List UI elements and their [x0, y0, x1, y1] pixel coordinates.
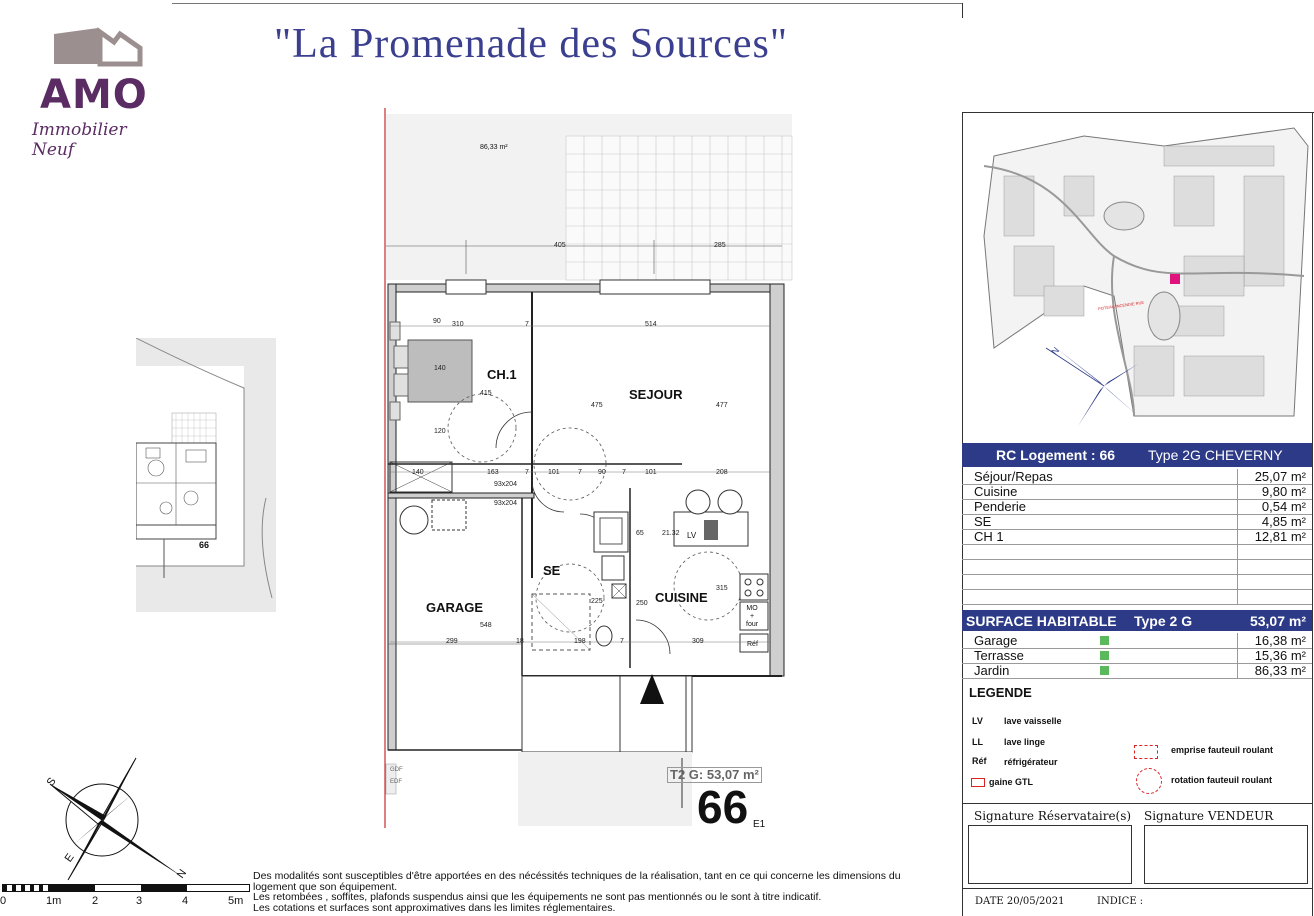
signature-vendeur-box[interactable] — [1144, 825, 1308, 884]
page-title: "La Promenade des Sources" — [274, 21, 788, 67]
legend-text-rotation: rotation fauteuil roulant — [1171, 775, 1272, 785]
dim-v-bed: 140 — [434, 365, 446, 372]
lot-suffix: E1 — [753, 819, 766, 830]
dim-bottom-5: 309 — [692, 638, 704, 645]
scale-3: 3 — [136, 895, 143, 907]
signature-divider — [962, 803, 1312, 804]
scale-bar — [2, 884, 250, 892]
disclaimer-line-2: logement que son équipement. — [253, 880, 398, 893]
room-label: Cuisine — [974, 484, 1018, 499]
panel-top-line — [962, 112, 1314, 113]
dim-v-10: 21.32 — [662, 530, 680, 537]
annex-marker — [1100, 666, 1109, 675]
panel-right-line — [1312, 112, 1313, 916]
window-label-1: 93x204 — [494, 481, 517, 488]
legend-text-emprise: emprise fauteuil roulant — [1171, 745, 1274, 755]
amo-logo — [28, 26, 168, 160]
compass-north-label: N — [174, 867, 190, 881]
surface-habitable-row — [962, 610, 1312, 631]
room-row — [962, 484, 1312, 500]
room-row — [962, 514, 1312, 530]
floor-plan — [382, 108, 802, 828]
dim-row-4: 514 — [645, 321, 657, 328]
dim-row-1: 90 — [433, 318, 441, 325]
surface-label: SURFACE HABITABLE — [966, 612, 1117, 629]
dim-mid-1: 140 — [412, 469, 424, 476]
legend-text-gtl: gaine GTL — [989, 777, 1034, 787]
unit-summary: T2 G: 53,07 m² — [667, 767, 762, 783]
building-logo-icon — [28, 26, 168, 76]
annex-label: Garage — [974, 633, 1018, 648]
gdf-label: GDF — [390, 767, 403, 773]
indice-label: INDICE : — [1097, 896, 1144, 907]
dim-v-2: 415 — [480, 390, 492, 397]
room-row — [962, 499, 1312, 515]
room-area: 9,80 m² — [1261, 484, 1306, 499]
window-label-2: 93x204 — [494, 500, 517, 507]
legend-code-ref: Réf — [972, 756, 987, 766]
scale-5m: 5m — [228, 895, 244, 907]
compass-rose-icon — [40, 756, 200, 884]
legend-code-ll: LL — [972, 737, 983, 747]
annex-area: 16,38 m² — [1254, 633, 1306, 648]
annex-marker — [1100, 636, 1109, 645]
logement-header — [962, 443, 1312, 467]
room-label: SE — [974, 514, 992, 529]
empty-row — [962, 589, 1312, 605]
logement-number: RC Logement : 66 — [996, 447, 1116, 463]
annex-row — [962, 663, 1312, 679]
footer-divider — [962, 888, 1312, 889]
annex-row — [962, 648, 1312, 664]
frame-divider-top — [962, 3, 963, 18]
dim-bottom-4: 7 — [620, 638, 624, 645]
equip-lv-label: LV — [687, 531, 697, 540]
disclaimer-line-1: Des modalités sont susceptibles d'être apportées en des nécéssités techniques de la réalisation, tant en ce qui concerne les dimensions du — [253, 870, 901, 882]
room-area: 0,54 m² — [1261, 499, 1306, 514]
dim-mid-4: 101 — [548, 469, 560, 476]
annex-label: Jardin — [974, 663, 1010, 678]
empty-row — [962, 574, 1312, 590]
scale-2: 2 — [92, 895, 99, 907]
annex-marker — [1100, 651, 1109, 660]
empty-row — [962, 559, 1312, 575]
site-north-label: N — [1049, 345, 1062, 357]
site-map — [964, 116, 1312, 436]
garden-area-label: 86,33 m² — [480, 144, 508, 151]
dim-bottom-1: 299 — [446, 638, 458, 645]
dim-mid-8: 101 — [645, 469, 657, 476]
dim-bottom-3: 198 — [574, 638, 586, 645]
room-area: 4,85 m² — [1261, 514, 1306, 529]
dim-v-7: 315 — [716, 585, 728, 592]
rotation-symbol-icon — [1136, 768, 1162, 794]
dim-v-3: 475 — [591, 402, 603, 409]
scale-1m: 1m — [46, 895, 62, 907]
signature-reservataire-box[interactable] — [968, 825, 1132, 884]
legend-text-lv: lave vaisselle — [1004, 716, 1062, 726]
dim-top-2: 285 — [714, 242, 726, 249]
date-label: DATE 20/05/2021 — [975, 896, 1065, 907]
dim-v-8: 225 — [591, 598, 603, 605]
equip-ref-label: Réf — [747, 641, 758, 648]
legend-code-lv: LV — [972, 716, 983, 726]
dim-v-6: 250 — [636, 600, 648, 607]
legend-text-ll: lave linge — [1004, 737, 1046, 747]
room-ch1-label: CH.1 — [487, 367, 517, 382]
dim-mid-2: 163 — [487, 469, 499, 476]
room-area: 12,81 m² — [1254, 529, 1306, 544]
dim-mid-6: 90 — [598, 469, 606, 476]
room-row — [962, 529, 1312, 545]
room-garage-label: GARAGE — [426, 600, 484, 615]
frame-top-line — [172, 3, 962, 4]
annex-area: 15,36 m² — [1254, 648, 1306, 663]
room-cuisine-label: CUISINE — [655, 590, 708, 605]
equip-mo-label: MO + four — [746, 605, 759, 628]
compass-east-label: E — [62, 851, 77, 865]
logement-type: Type 2G CHEVERNY — [1148, 447, 1283, 463]
disclaimer — [253, 871, 953, 913]
dim-row-3: 7 — [525, 321, 529, 328]
emprise-symbol-icon — [1134, 745, 1158, 759]
room-label: CH 1 — [974, 529, 1004, 544]
edf-label: EDF — [390, 779, 402, 785]
dim-mid-3: 7 — [525, 469, 529, 476]
legend-text-ref: réfrigérateur — [1004, 757, 1058, 767]
dim-v-4: 477 — [716, 402, 728, 409]
dim-row-2: 310 — [452, 321, 464, 328]
surface-type: Type 2 G — [1134, 612, 1193, 629]
dim-mid-7: 7 — [622, 469, 626, 476]
signature-reservataire-label: Signature Réservataire(s) — [974, 809, 1132, 823]
dim-bottom-2: 18 — [516, 638, 524, 645]
key-plan-lot: 66 — [199, 540, 210, 550]
dim-mid-5: 7 — [578, 469, 582, 476]
logo-name: AMO — [40, 72, 148, 118]
legend-title: LEGENDE — [969, 685, 1032, 700]
dim-mid-9: 208 — [716, 469, 728, 476]
site-map-annotation: POTEAU INCENDIE RUE — [1097, 299, 1145, 312]
dim-v-5: 548 — [480, 622, 492, 629]
disclaimer-line-3: Les retombées , soffites, plafonds suspendus ainsi que les équipements ne sont pas mentionnés ou le sont à titre indicatif. — [253, 891, 822, 903]
key-plan — [136, 338, 276, 612]
lot-number: 66 — [697, 781, 749, 833]
signature-vendeur-label: Signature VENDEUR — [1144, 809, 1274, 823]
disclaimer-line-4: Les cotations et surfaces sont approximatives dans les limites réglementaires. — [253, 901, 616, 914]
annex-row — [962, 633, 1312, 649]
logo-tagline: Immobilier Neuf — [32, 120, 127, 160]
room-row — [962, 469, 1312, 485]
surface-value: 53,07 m² — [1249, 612, 1306, 629]
room-label: Séjour/Repas — [974, 469, 1053, 484]
dim-v-9: 65 — [636, 530, 644, 537]
room-sejour-label: SEJOUR — [629, 387, 683, 402]
empty-row — [962, 544, 1312, 560]
scale-4: 4 — [182, 895, 189, 907]
compass-south-label: S — [44, 775, 59, 789]
room-se-label: SE — [543, 563, 561, 578]
room-label: Penderie — [974, 499, 1027, 514]
annex-label: Terrasse — [974, 648, 1024, 663]
room-area: 25,07 m² — [1254, 469, 1306, 484]
gaine-gtl-icon — [971, 778, 985, 787]
dim-top-1: 405 — [554, 242, 566, 249]
scale-0: 0 — [0, 895, 7, 907]
dim-v-1: 120 — [434, 428, 446, 435]
annex-area: 86,33 m² — [1254, 663, 1306, 678]
